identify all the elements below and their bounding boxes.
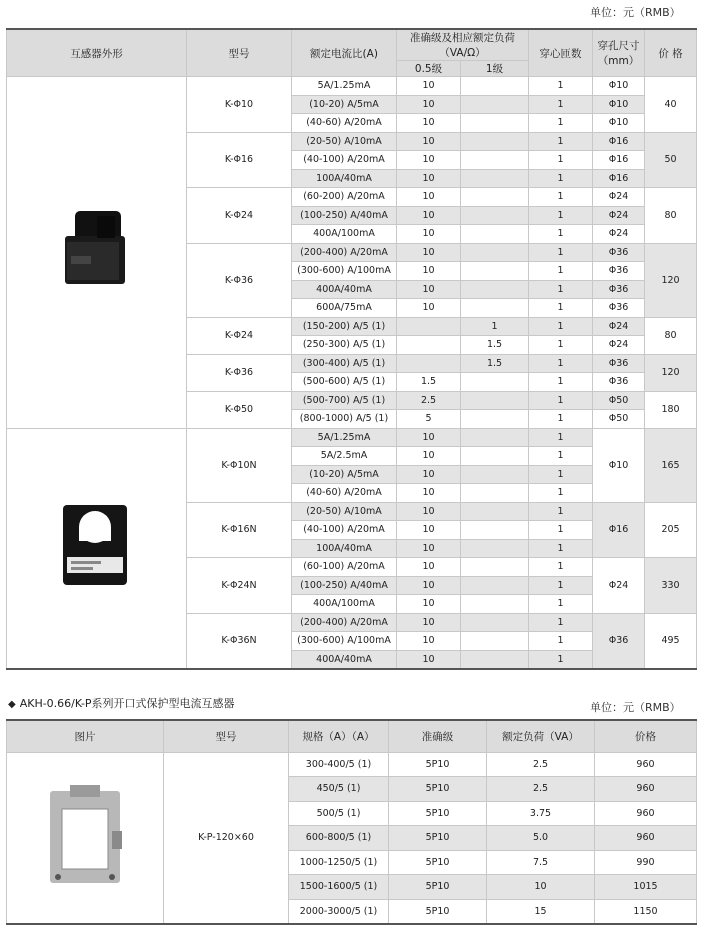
acc05-cell — [397, 354, 461, 373]
turns-cell: 1 — [529, 558, 593, 577]
spec-cell: 500/5 (1) — [289, 801, 389, 826]
load-cell: 7.5 — [487, 850, 595, 875]
hole-cell: Φ16 — [593, 132, 645, 151]
spec-cell: 600-800/5 (1) — [289, 826, 389, 851]
load-cell: 3.75 — [487, 801, 595, 826]
accuracy-cell: 5P10 — [389, 752, 487, 777]
acc05-cell: 1.5 — [397, 373, 461, 392]
accuracy-cell: 5P10 — [389, 899, 487, 924]
table-row — [7, 752, 697, 777]
spec-cell: 300-400/5 (1) — [289, 752, 389, 777]
acc1-cell — [461, 595, 529, 614]
unit-label-top: 单位：元（RMB） — [590, 6, 681, 19]
turns-cell: 1 — [529, 576, 593, 595]
turns-cell: 1 — [529, 188, 593, 207]
turns-cell: 1 — [529, 595, 593, 614]
price-cell: 120 — [645, 354, 697, 391]
acc05-cell: 10 — [397, 447, 461, 466]
hole-cell: Φ24 — [593, 558, 645, 614]
acc1-cell — [461, 373, 529, 392]
acc05-cell: 10 — [397, 502, 461, 521]
header-acc1: 1级 — [461, 61, 529, 77]
header-hole: 穿孔尺寸（mm） — [593, 29, 645, 77]
ratio-cell: 400A/40mA — [292, 650, 397, 669]
model-cell: K-P-120×60 — [164, 752, 289, 924]
hole-cell: Φ24 — [593, 317, 645, 336]
accuracy-cell: 5P10 — [389, 777, 487, 802]
price-cell: 330 — [645, 558, 697, 614]
acc1-cell — [461, 428, 529, 447]
load-cell: 5.0 — [487, 826, 595, 851]
acc1-cell: 1.5 — [461, 336, 529, 355]
acc05-cell: 10 — [397, 465, 461, 484]
turns-cell: 1 — [529, 613, 593, 632]
acc05-cell: 10 — [397, 428, 461, 447]
acc1-cell — [461, 114, 529, 133]
acc05-cell: 5 — [397, 410, 461, 429]
ratio-cell: (500-600) A/5 (1) — [292, 373, 397, 392]
model-cell: K-Φ16 — [187, 132, 292, 188]
header-load: 额定负荷（VA） — [487, 720, 595, 752]
acc1-cell: 1 — [461, 317, 529, 336]
ratio-cell: 5A/1.25mA — [292, 77, 397, 96]
price-cell: 960 — [595, 826, 697, 851]
load-cell: 2.5 — [487, 752, 595, 777]
turns-cell: 1 — [529, 151, 593, 170]
hole-cell: Φ10 — [593, 114, 645, 133]
acc05-cell: 10 — [397, 539, 461, 558]
hole-cell: Φ24 — [593, 188, 645, 207]
turns-cell: 1 — [529, 206, 593, 225]
accuracy-cell: 5P10 — [389, 826, 487, 851]
diamond-bullet-icon: ◆ — [8, 699, 16, 710]
hole-cell: Φ10 — [593, 77, 645, 96]
price-cell: 80 — [645, 188, 697, 244]
acc1-cell — [461, 391, 529, 410]
ct-image-cell-2 — [7, 428, 187, 669]
acc05-cell: 2.5 — [397, 391, 461, 410]
ratio-cell: (100-250) A/40mA — [292, 206, 397, 225]
acc05-cell — [397, 336, 461, 355]
hole-cell: Φ10 — [593, 95, 645, 114]
ratio-cell: (100-250) A/40mA — [292, 576, 397, 595]
header-price-2: 价格 — [595, 720, 697, 752]
ratio-cell: (150-200) A/5 (1) — [292, 317, 397, 336]
table-row — [7, 77, 697, 96]
acc1-cell — [461, 299, 529, 318]
header-accuracy-load: 准确级及相应额定负荷（VA/Ω） — [397, 29, 529, 61]
spec-cell: 1000-1250/5 (1) — [289, 850, 389, 875]
section2-title — [8, 695, 235, 711]
turns-cell: 1 — [529, 502, 593, 521]
turns-cell: 1 — [529, 632, 593, 651]
price-cell: 40 — [645, 77, 697, 133]
acc1-cell — [461, 410, 529, 429]
model-cell: K-Φ36 — [187, 243, 292, 317]
header-turns: 穿心匝数 — [529, 29, 593, 77]
acc05-cell: 10 — [397, 576, 461, 595]
acc1-cell: 1.5 — [461, 354, 529, 373]
ratio-cell: 5A/1.25mA — [292, 428, 397, 447]
hole-cell: Φ50 — [593, 391, 645, 410]
hole-cell: Φ16 — [593, 169, 645, 188]
hole-cell: Φ24 — [593, 206, 645, 225]
acc1-cell — [461, 502, 529, 521]
turns-cell: 1 — [529, 373, 593, 392]
ratio-cell: (200-400) A/20mA — [292, 243, 397, 262]
acc1-cell — [461, 169, 529, 188]
acc1-cell — [461, 484, 529, 503]
ratio-cell: (500-700) A/5 (1) — [292, 391, 397, 410]
model-cell: K-Φ24 — [187, 188, 292, 244]
model-cell: K-Φ36 — [187, 354, 292, 391]
load-cell: 10 — [487, 875, 595, 900]
turns-cell: 1 — [529, 465, 593, 484]
acc1-cell — [461, 539, 529, 558]
kp-price-table — [6, 719, 697, 925]
price-cell: 80 — [645, 317, 697, 354]
header-image: 图片 — [7, 720, 164, 752]
ratio-cell: 400A/40mA — [292, 280, 397, 299]
ratio-cell: (60-100) A/20mA — [292, 558, 397, 577]
ratio-cell: (250-300) A/5 (1) — [292, 336, 397, 355]
turns-cell: 1 — [529, 428, 593, 447]
turns-cell: 1 — [529, 262, 593, 281]
hole-cell: Φ24 — [593, 336, 645, 355]
kp-ct-image — [40, 781, 130, 891]
hole-cell: Φ36 — [593, 280, 645, 299]
ratio-cell: (300-600) A/100mA — [292, 262, 397, 281]
ratio-cell: (20-50) A/10mA — [292, 132, 397, 151]
hole-cell: Φ36 — [593, 262, 645, 281]
acc1-cell — [461, 132, 529, 151]
acc1-cell — [461, 243, 529, 262]
header-accuracy: 准确级 — [389, 720, 487, 752]
spec-cell: 1500-1600/5 (1) — [289, 875, 389, 900]
header-ratio: 额定电流比(A) — [292, 29, 397, 77]
price-cell: 960 — [595, 801, 697, 826]
turns-cell: 1 — [529, 539, 593, 558]
acc1-cell — [461, 558, 529, 577]
price-cell: 180 — [645, 391, 697, 428]
hole-cell: Φ10 — [593, 428, 645, 502]
acc05-cell: 10 — [397, 188, 461, 207]
turns-cell: 1 — [529, 336, 593, 355]
split-core-ct-small-image — [57, 206, 137, 296]
hole-cell: Φ50 — [593, 410, 645, 429]
acc1-cell — [461, 95, 529, 114]
turns-cell: 1 — [529, 521, 593, 540]
turns-cell: 1 — [529, 410, 593, 429]
model-cell: K-Φ24N — [187, 558, 292, 614]
hole-cell: Φ36 — [593, 299, 645, 318]
ratio-cell: (200-400) A/20mA — [292, 613, 397, 632]
acc05-cell: 10 — [397, 650, 461, 669]
acc05-cell: 10 — [397, 151, 461, 170]
ratio-cell: 400A/100mA — [292, 595, 397, 614]
accuracy-cell: 5P10 — [389, 850, 487, 875]
load-cell: 2.5 — [487, 777, 595, 802]
ratio-cell: (40-60) A/20mA — [292, 484, 397, 503]
model-cell: K-Φ10 — [187, 77, 292, 133]
acc05-cell: 10 — [397, 484, 461, 503]
acc05-cell: 10 — [397, 558, 461, 577]
ratio-cell: (10-20) A/5mA — [292, 95, 397, 114]
kp-image-cell — [7, 752, 164, 924]
acc1-cell — [461, 576, 529, 595]
price-cell: 990 — [595, 850, 697, 875]
acc1-cell — [461, 77, 529, 96]
turns-cell: 1 — [529, 650, 593, 669]
acc05-cell: 10 — [397, 280, 461, 299]
table-row — [7, 428, 697, 447]
unit-label-section2: 单位：元（RMB） — [590, 701, 681, 714]
acc05-cell: 10 — [397, 521, 461, 540]
acc05-cell — [397, 317, 461, 336]
acc05-cell: 10 — [397, 77, 461, 96]
acc1-cell — [461, 613, 529, 632]
acc1-cell — [461, 521, 529, 540]
turns-cell: 1 — [529, 169, 593, 188]
price-cell: 50 — [645, 132, 697, 188]
acc1-cell — [461, 447, 529, 466]
hole-cell: Φ36 — [593, 354, 645, 373]
hole-cell: Φ16 — [593, 151, 645, 170]
ct-image-cell-1 — [7, 77, 187, 429]
acc05-cell: 10 — [397, 95, 461, 114]
model-cell: K-Φ10N — [187, 428, 292, 502]
acc05-cell: 10 — [397, 632, 461, 651]
price-cell: 205 — [645, 502, 697, 558]
model-cell: K-Φ16N — [187, 502, 292, 558]
acc1-cell — [461, 465, 529, 484]
accuracy-cell: 5P10 — [389, 875, 487, 900]
acc1-cell — [461, 151, 529, 170]
acc05-cell: 10 — [397, 243, 461, 262]
acc05-cell: 10 — [397, 114, 461, 133]
price-cell: 120 — [645, 243, 697, 317]
turns-cell: 1 — [529, 484, 593, 503]
hole-cell: Φ36 — [593, 243, 645, 262]
header-model: 型号 — [187, 29, 292, 77]
price-cell: 1015 — [595, 875, 697, 900]
price-cell: 960 — [595, 777, 697, 802]
spec-cell: 450/5 (1) — [289, 777, 389, 802]
acc1-cell — [461, 280, 529, 299]
hole-cell: Φ16 — [593, 502, 645, 558]
header-model-2: 型号 — [164, 720, 289, 752]
header-price: 价 格 — [645, 29, 697, 77]
turns-cell: 1 — [529, 77, 593, 96]
acc05-cell: 10 — [397, 132, 461, 151]
turns-cell: 1 — [529, 95, 593, 114]
spec-cell: 2000-3000/5 (1) — [289, 899, 389, 924]
turns-cell: 1 — [529, 225, 593, 244]
turns-cell: 1 — [529, 317, 593, 336]
acc05-cell: 10 — [397, 299, 461, 318]
hole-cell: Φ36 — [593, 373, 645, 392]
turns-cell: 1 — [529, 243, 593, 262]
ratio-cell: (300-600) A/100mA — [292, 632, 397, 651]
ratio-cell: 600A/75mA — [292, 299, 397, 318]
ratio-cell: 400A/100mA — [292, 225, 397, 244]
ratio-cell: (10-20) A/5mA — [292, 465, 397, 484]
turns-cell: 1 — [529, 354, 593, 373]
turns-cell: 1 — [529, 299, 593, 318]
header-spec: 规格（A）（A） — [289, 720, 389, 752]
ratio-cell: (40-100) A/20mA — [292, 151, 397, 170]
load-cell: 15 — [487, 899, 595, 924]
ratio-cell: 5A/2.5mA — [292, 447, 397, 466]
acc05-cell: 10 — [397, 225, 461, 244]
ratio-cell: 100A/40mA — [292, 169, 397, 188]
hole-cell: Φ36 — [593, 613, 645, 669]
section2-title-text: AKH-0.66/K-P系列开口式保护型电流互感器 — [19, 697, 235, 710]
split-core-ct-large-image — [57, 497, 137, 597]
acc05-cell: 10 — [397, 613, 461, 632]
turns-cell: 1 — [529, 132, 593, 151]
model-cell: K-Φ24 — [187, 317, 292, 354]
acc1-cell — [461, 650, 529, 669]
ratio-cell: (40-100) A/20mA — [292, 521, 397, 540]
ratio-cell: 100A/40mA — [292, 539, 397, 558]
ratio-cell: (60-200) A/20mA — [292, 188, 397, 207]
ratio-cell: (800-1000) A/5 (1) — [292, 410, 397, 429]
acc1-cell — [461, 225, 529, 244]
accuracy-cell: 5P10 — [389, 801, 487, 826]
header-shape: 互感器外形 — [7, 29, 187, 77]
price-cell: 960 — [595, 752, 697, 777]
acc05-cell: 10 — [397, 262, 461, 281]
price-cell: 495 — [645, 613, 697, 669]
hole-cell: Φ24 — [593, 225, 645, 244]
acc05-cell: 10 — [397, 206, 461, 225]
ratio-cell: (20-50) A/10mA — [292, 502, 397, 521]
model-cell: K-Φ36N — [187, 613, 292, 669]
ct-price-table — [6, 28, 697, 670]
acc1-cell — [461, 632, 529, 651]
acc05-cell: 10 — [397, 595, 461, 614]
turns-cell: 1 — [529, 447, 593, 466]
ratio-cell: (300-400) A/5 (1) — [292, 354, 397, 373]
acc1-cell — [461, 206, 529, 225]
turns-cell: 1 — [529, 280, 593, 299]
price-cell: 1150 — [595, 899, 697, 924]
price-cell: 165 — [645, 428, 697, 502]
header-acc05: 0.5级 — [397, 61, 461, 77]
acc1-cell — [461, 262, 529, 281]
turns-cell: 1 — [529, 391, 593, 410]
turns-cell: 1 — [529, 114, 593, 133]
ratio-cell: (40-60) A/20mA — [292, 114, 397, 133]
model-cell: K-Φ50 — [187, 391, 292, 428]
acc1-cell — [461, 188, 529, 207]
acc05-cell: 10 — [397, 169, 461, 188]
